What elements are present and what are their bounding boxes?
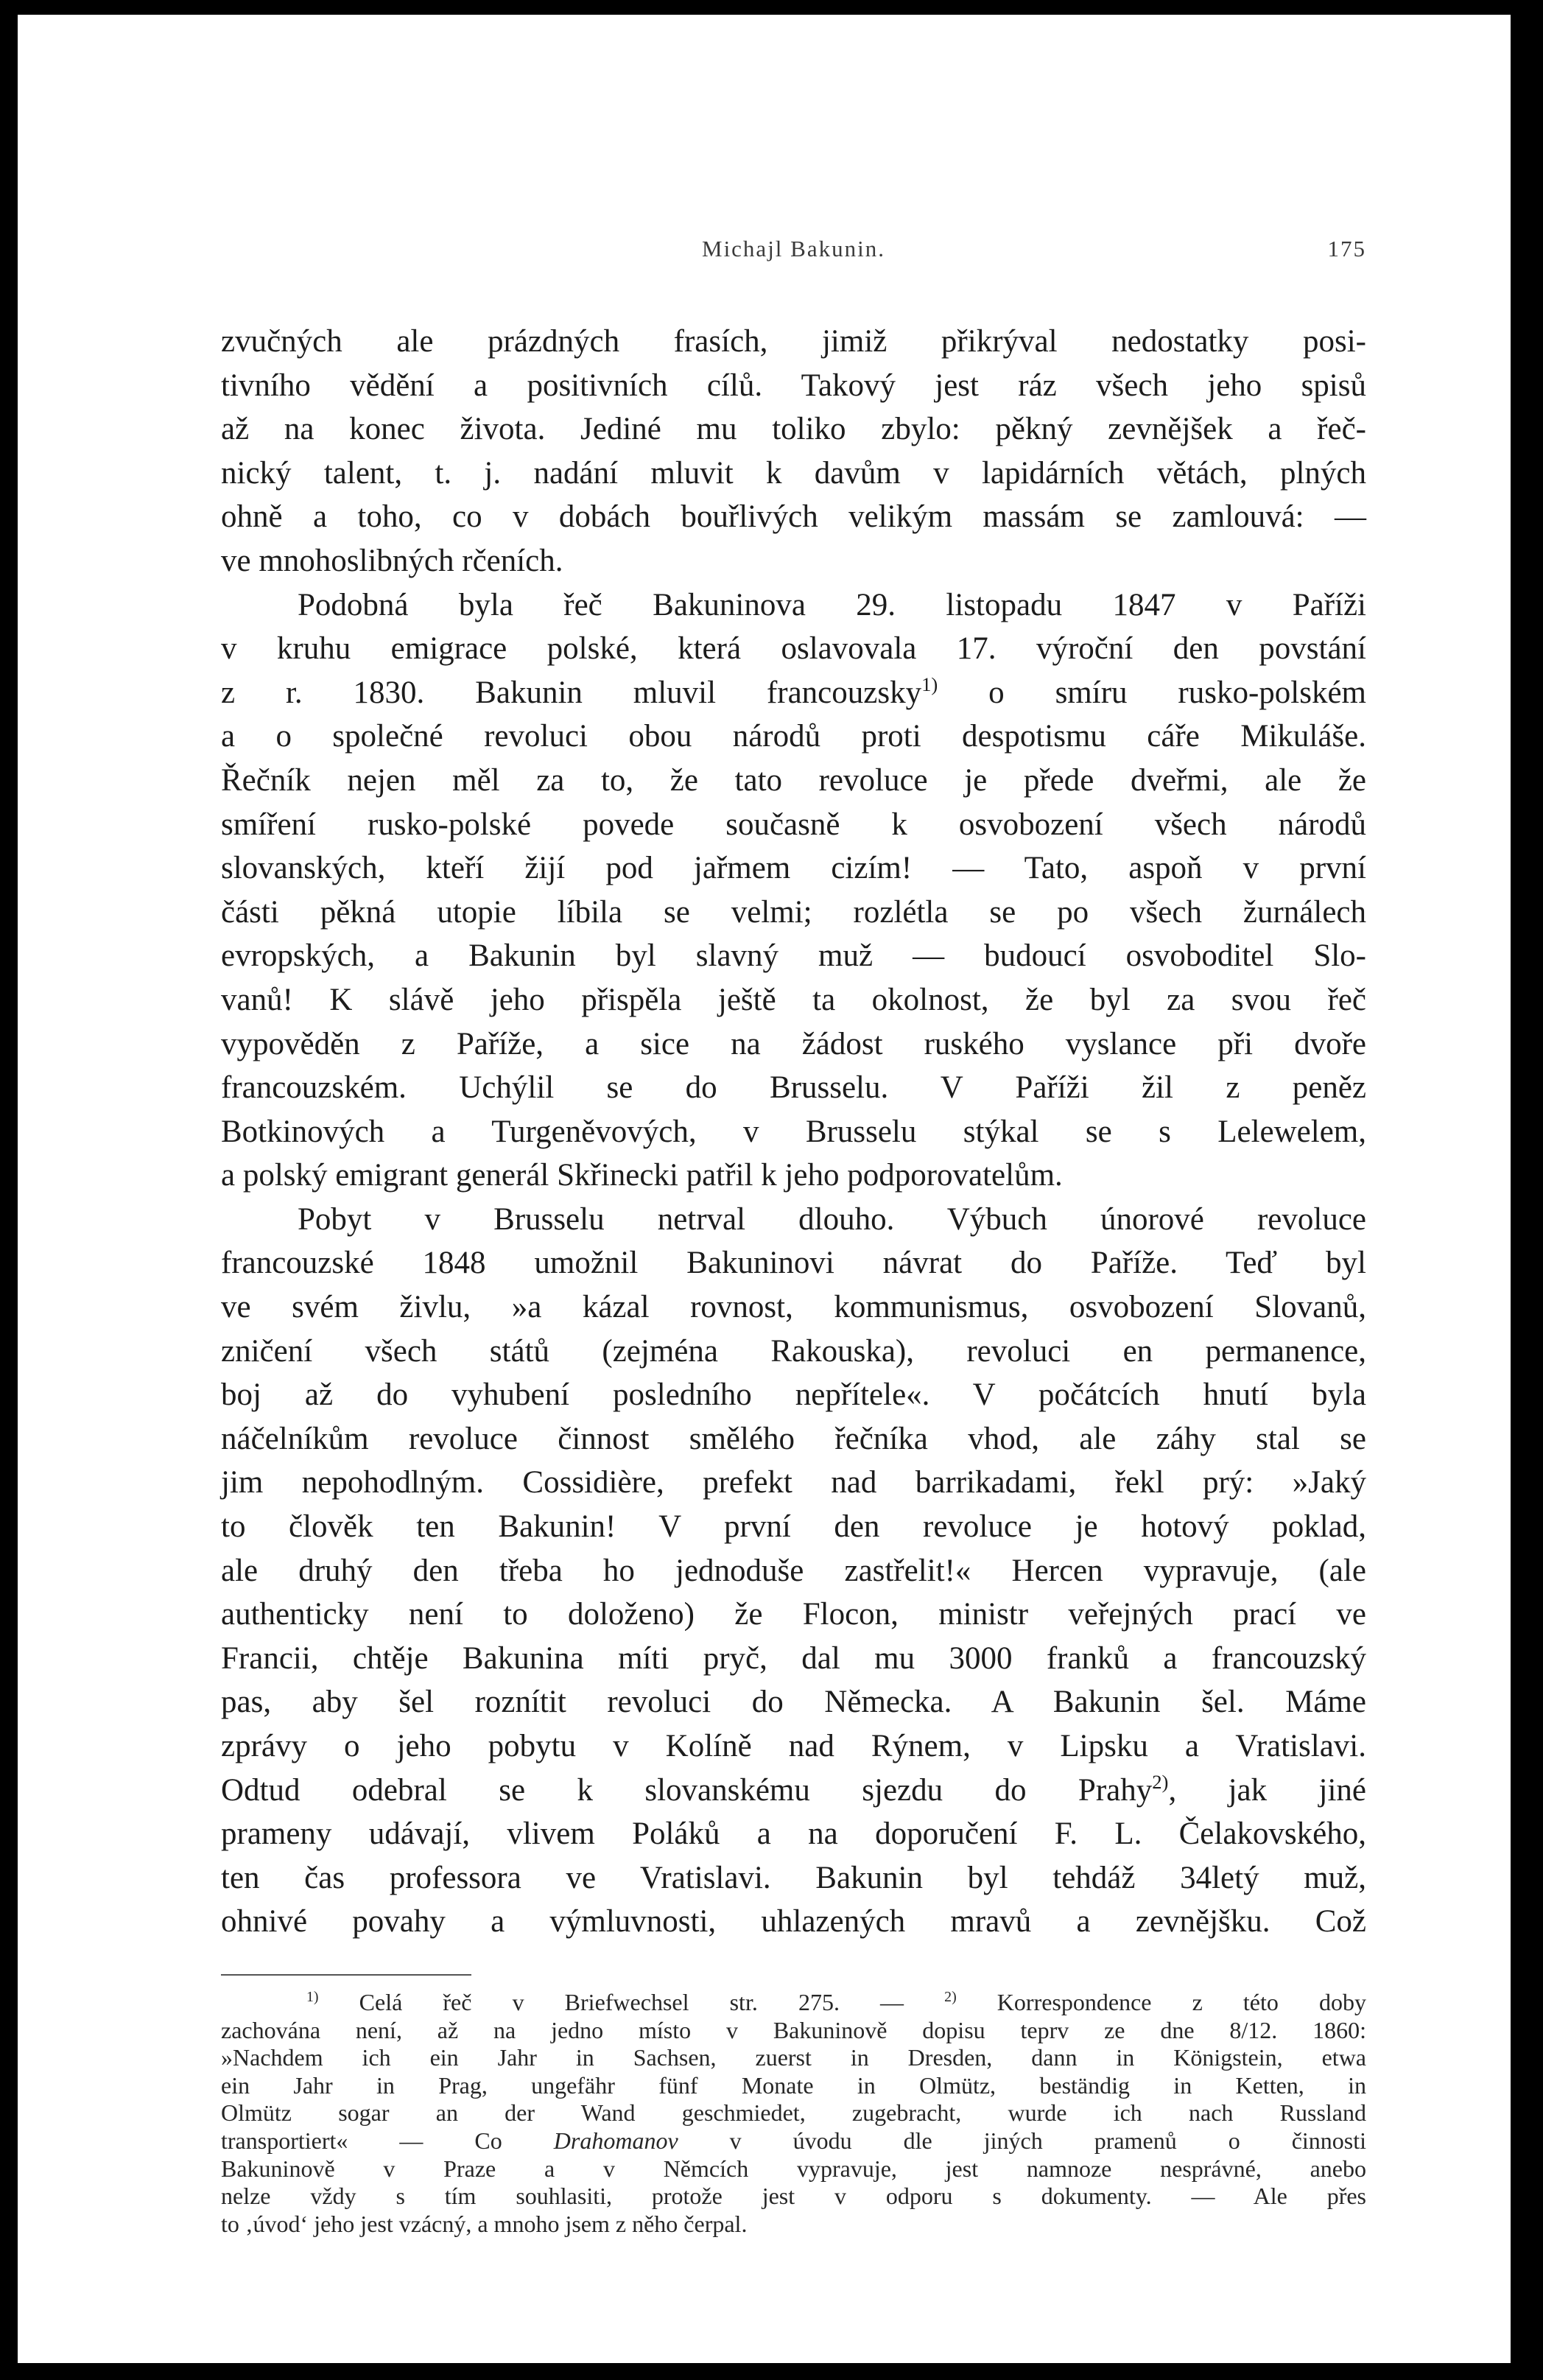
running-title: Michajl Bakunin. [702, 236, 885, 261]
running-head [221, 236, 1366, 280]
footnote-divider [221, 1974, 471, 1976]
text-line: v kruhu emigrace polské, která oslavovala 17. výroční den povstání [221, 631, 1366, 667]
text-line: zvučných ale prázdných frasích, jimiž přikrýval nedostatky posi- [221, 324, 1366, 359]
text-line: smíření rusko-polské povede současně k osvobození všech národů [221, 807, 1366, 842]
text-line: ve mnohoslibných rčeních. [221, 543, 563, 578]
text-line: boj až do vyhubení posledního nepřítele«. V počátcích hnutí byla [221, 1377, 1366, 1413]
cited-author: Drahomanov [553, 2127, 678, 2154]
text-line: francouzské 1848 umožnil Bakuninovi návrat do Paříže. Teď byl [221, 1246, 1366, 1281]
text-line: tivního vědění a positivních cílů. Takový jest ráz všech jeho spisů [221, 368, 1366, 403]
footnote-line: ein Jahr in Prag, ungefähr fünf Monate in Olmütz, beständig in Ketten, in [221, 2071, 1366, 2099]
footnote-line: zachována není, až na jedno místo v Bakuninově dopisu teprv ze dne 8/12. 1860: [221, 2016, 1366, 2043]
footnote-text: v úvodu dle jiných pramenů o činnosti [729, 2127, 1367, 2154]
text-line: Botkinových a Turgeněvových, v Brusselu stýkal se s Lelewelem, [221, 1114, 1366, 1149]
text-line: a polský emigrant generál Skřinecki patřil k jeho podporovatelům. [221, 1158, 1063, 1193]
page-number: 175 [1327, 236, 1366, 261]
text-line: ohně a toho, co v dobách bouřlivých velikým massám se zamlouvá: — [221, 499, 1366, 535]
text-line: Řečník nejen měl za to, že tato revoluce je přede dveřmi, ale že [221, 762, 1366, 798]
text-line: vypověděn z Paříže, a sice na žádost ruského vyslance při dvoře [221, 1026, 1366, 1061]
footnote-text: Korrespondence z této doby [997, 1988, 1366, 2015]
text-line: prameny udávají, vlivem Poláků a na doporučení F. L. Čelakovského, [221, 1816, 1366, 1852]
text-line: vanů! K slávě jeho přispěla ještě ta okolnost, že byl za svou řeč [221, 982, 1366, 1017]
page-content [221, 236, 1366, 2238]
footnote-text: Celá řeč v Briefwechsel str. 275. — [359, 1988, 904, 2015]
text-line: ale druhý den třeba ho jednoduše zastřelit!« Hercen vypravuje, (ale [221, 1553, 1366, 1588]
footnote-line: Olmütz sogar an der Wand geschmiedet, zugebracht, wurde ich nach Russland [221, 2099, 1366, 2127]
text-line: Francii, chtěje Bakunina míti pryč, dal mu 3000 franků a francouzský [221, 1640, 1366, 1676]
footnote-marker: 2) [944, 1989, 957, 2006]
text-line: nický talent, t. j. nadání mluvit k davům v lapidárních větách, plných [221, 455, 1366, 491]
footnote-line: Bakuninově v Praze a v Němcích vypravuje, jest namnoze nesprávné, anebo [221, 2155, 1366, 2182]
text-line: francouzském. Uchýlil se do Brusselu. V Paříži žil z peněz [221, 1070, 1366, 1106]
text-line: zničení všech států (zejména Rakouska), revoluci en permanence, [221, 1333, 1366, 1369]
footnotes [221, 1989, 1366, 2238]
footnote-line: nelze vždy s tím souhlasiti, protože jest v odporu s dokumenty. — Ale přes [221, 2183, 1366, 2210]
footnote-reference[interactable]: 1) [921, 673, 938, 695]
text-fragment: z r. 1830. Bakunin mluvil francouzsky [221, 675, 922, 710]
book-page [18, 15, 1511, 2363]
text-line: Podobná byla řeč Bakuninova 29. listopadu 1847 v Paříži [298, 587, 1366, 622]
text-line: slovanských, kteří žijí pod jařmem cizím! — Tato, aspoň v první [221, 851, 1366, 886]
text-line: náčelníkům revoluce činnost smělého řečníka vhod, ale záhy stal se [221, 1421, 1366, 1456]
text-line: Pobyt v Brusselu netrval dlouho. Výbuch únorové revoluce [298, 1201, 1366, 1237]
text-line: jim nepohodlným. Cossidière, prefekt nad barrikadami, řekl prý: »Jaký [221, 1465, 1366, 1500]
text-line: části pěkná utopie líbila se velmi; rozlétla se po všech žurnálech [221, 894, 1366, 930]
text-line: ve svém živlu, »a kázal rovnost, kommunismus, osvobození Slovanů, [221, 1290, 1366, 1325]
text-line: to člověk ten Bakunin! V první den revoluce je hotový poklad, [221, 1509, 1366, 1545]
text-line [221, 671, 1366, 715]
footnote-marker: 1) [306, 1989, 319, 2006]
text-line: pas, aby šel roznítit revoluci do Německa. A Bakunin šel. Máme [221, 1685, 1366, 1720]
footnote-text: transportiert« — Co [221, 2127, 502, 2154]
text-line: zprávy o jeho pobytu v Kolíně nad Rýnem, v Lipsku a Vratislavi. [221, 1729, 1366, 1763]
text-fragment: , jak jiné [1168, 1772, 1366, 1808]
text-line: authenticky není to doloženo) že Flocon, ministr veřejných prací ve [221, 1597, 1366, 1632]
footnote-reference[interactable]: 2) [1152, 1770, 1169, 1793]
text-line: evropských, a Bakunin byl slavný muž — budoucí osvoboditel Slo- [221, 938, 1366, 974]
text-line: až na konec života. Jediné mu toliko zbylo: pěkný zevnějšek a řeč- [221, 412, 1366, 447]
footnote-line: to ‚úvod‘ jeho jest vzácný, a mnoho jsem z něho čerpal. [221, 2210, 748, 2237]
text-fragment: o smíru rusko-polském [938, 675, 1366, 710]
text-fragment: Odtud odebral se k slovanskému sjezdu do Prahy [221, 1772, 1153, 1808]
footnote-line [221, 2127, 1366, 2155]
text-line: ten čas professora ve Vratislavi. Bakunin byl tehdáž 34letý muž, [221, 1860, 1366, 1895]
main-text [221, 320, 1366, 1944]
text-line: ohnivé povahy a výmluvnosti, uhlazených mravů a zevnějšku. Což [221, 1904, 1366, 1940]
footnote-line [221, 1989, 1366, 2017]
text-line [221, 1769, 1366, 1813]
text-line: a o společné revoluci obou národů proti despotismu cáře Mikuláše. [221, 719, 1366, 754]
footnote-line: »Nachdem ich ein Jahr in Sachsen, zuerst in Dresden, dann in Königstein, etwa [221, 2044, 1366, 2071]
